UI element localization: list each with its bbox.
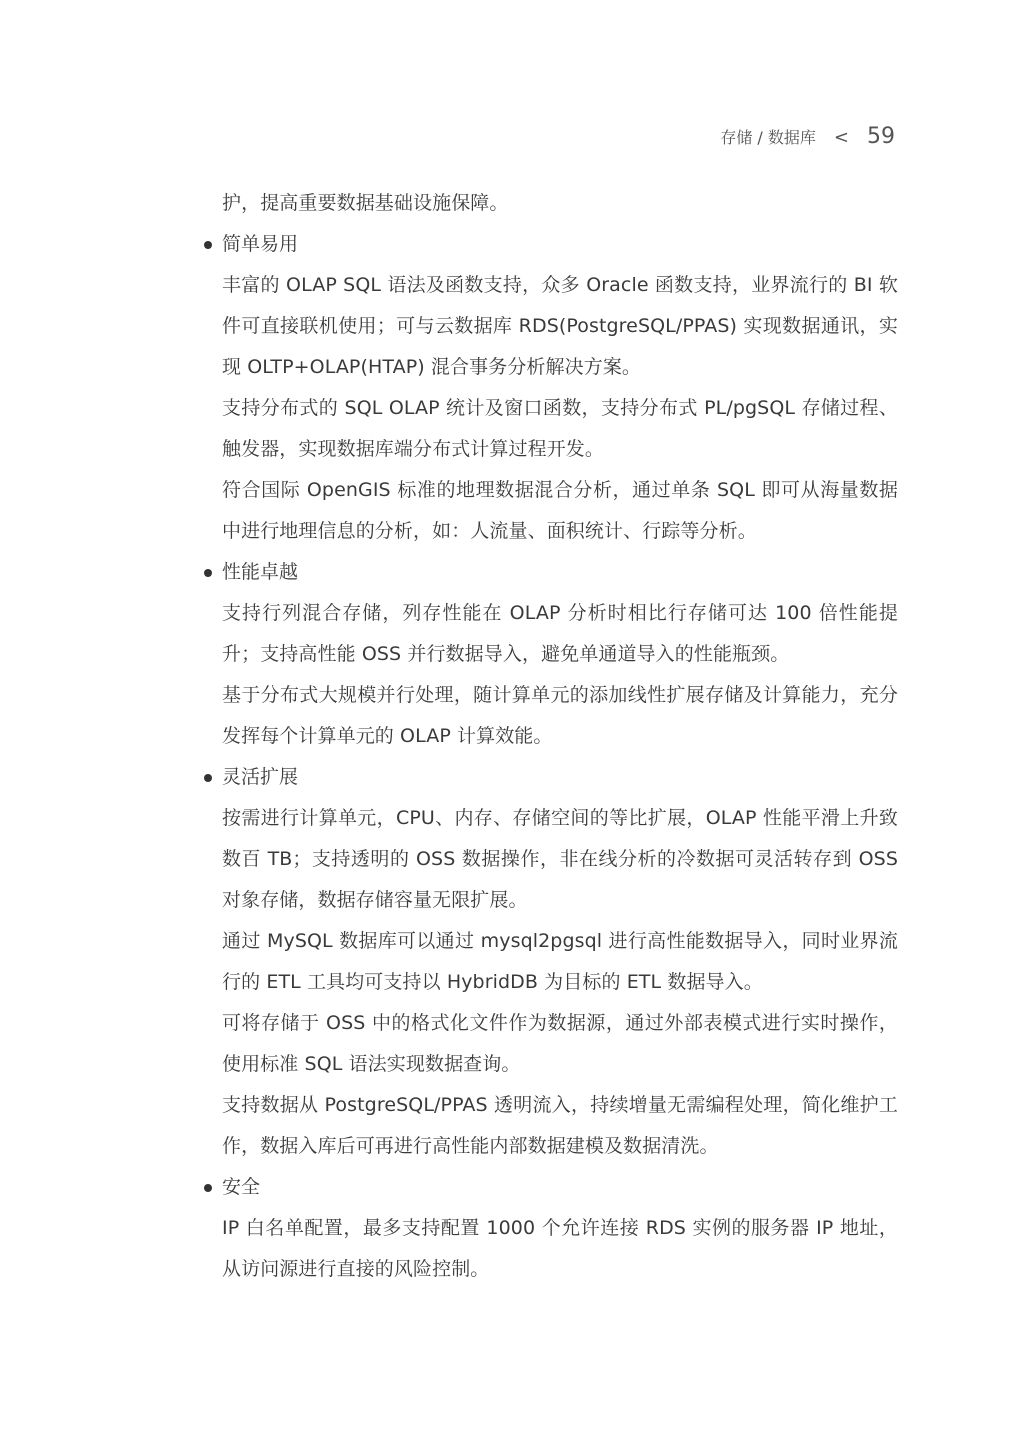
page-header (720, 124, 895, 149)
bullet-icon (204, 569, 212, 577)
bullet-icon (204, 774, 212, 782)
section-title: 存储 / 数据库 (720, 128, 816, 147)
bullet-heading (222, 224, 898, 265)
paragraph: IP 白名单配置，最多支持配置 1000 个允许连接 RDS 实例的服务器 IP 地址，从访问源进行直接的风险控制。 (222, 1217, 898, 1280)
paragraph: 支持分布式的 SQL OLAP 统计及窗口函数，支持分布式 PL/pgSQL 存储过程、触发器，实现数据库端分布式计算过程开发。 (222, 397, 898, 460)
paragraph: 按需进行计算单元，CPU、内存、存储空间的等比扩展，OLAP 性能平滑上升致数百 TB；支持透明的 OSS 数据操作，非在线分析的冷数据可灵活转存到 OSS 对象存储，数据存储容量无限扩展。 (222, 807, 898, 911)
paragraph: 符合国际 OpenGIS 标准的地理数据混合分析，通过单条 SQL 即可从海量数据中进行地理信息的分析，如：人流量、面积统计、行踪等分析。 (222, 479, 898, 542)
paragraph: 通过 MySQL 数据库可以通过 mysql2pgsql 进行高性能数据导入，同时业界流行的 ETL 工具均可支持以 HybridDB 为目标的 ETL 数据导入。 (222, 930, 898, 993)
bullet-label: 灵活扩展 (222, 766, 299, 788)
paragraph: 可将存储于 OSS 中的格式化文件作为数据源，通过外部表模式进行实时操作，使用标准 SQL 语法实现数据查询。 (222, 1012, 898, 1075)
chevron-left-icon: < (833, 127, 849, 148)
bullet-heading (222, 1167, 898, 1208)
page-number: 59 (867, 124, 895, 149)
bullet-heading (222, 552, 898, 593)
body-text (222, 183, 898, 1290)
bullet-label: 安全 (222, 1176, 261, 1198)
paragraph: 支持数据从 PostgreSQL/PPAS 透明流入，持续增量无需编程处理，简化维护工作，数据入库后可再进行高性能内部数据建模及数据清洗。 (222, 1094, 898, 1157)
bullet-icon (204, 241, 212, 249)
bullet-icon (204, 1184, 212, 1192)
paragraph: 基于分布式大规模并行处理，随计算单元的添加线性扩展存储及计算能力，充分发挥每个计算单元的 OLAP 计算效能。 (222, 684, 898, 747)
paragraph: 支持行列混合存储，列存性能在 OLAP 分析时相比行存储可达 100 倍性能提升；支持高性能 OSS 并行数据导入，避免单通道导入的性能瓶颈。 (222, 602, 898, 665)
paragraph: 护，提高重要数据基础设施保障。 (222, 192, 509, 214)
paragraph: 丰富的 OLAP SQL 语法及函数支持，众多 Oracle 函数支持，业界流行的 BI 软件可直接联机使用；可与云数据库 RDS(PostgreSQL/PPAS) 实现数据通讯，实现 OLTP+OLAP(HTAP) 混合事务分析解决方案。 (222, 274, 898, 378)
bullet-label: 简单易用 (222, 233, 299, 255)
bullet-heading (222, 757, 898, 798)
bullet-label: 性能卓越 (222, 561, 299, 583)
